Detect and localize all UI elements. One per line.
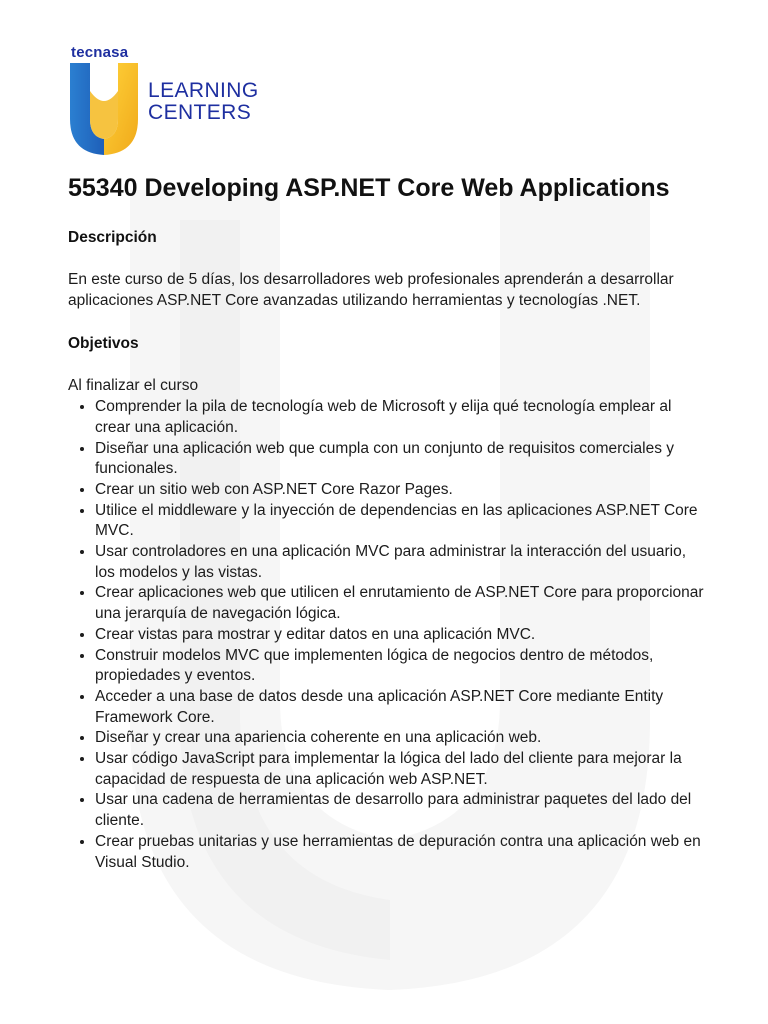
tecnasa-logo — [68, 44, 268, 159]
logo-brand-text: tecnasa — [71, 44, 129, 61]
list-item: • Utilice el middleware y la inyección de dependencias en las aplicaciones ASP.NET Core MVC. — [95, 501, 708, 542]
list-item: • Crear vistas para mostrar y editar datos en una aplicación MVC. — [95, 625, 708, 646]
objectives-list — [68, 397, 708, 873]
logo-line-2: CENTERS — [148, 101, 252, 124]
description-heading: Descripción — [68, 229, 157, 246]
logo-line-1: LEARNING — [148, 79, 259, 102]
objectives-heading: Objetivos — [68, 335, 139, 353]
objectives-intro: Al finalizar el curso — [68, 377, 199, 395]
document-body — [68, 172, 708, 873]
list-item: • Diseñar una aplicación web que cumpla con un conjunto de requisitos comerciales y funcionales. — [95, 439, 708, 480]
course-title: 55340 Developing ASP.NET Core Web Applications — [68, 174, 670, 202]
list-item: • Crear un sitio web con ASP.NET Core Razor Pages. — [95, 480, 708, 501]
list-item: • Crear pruebas unitarias y use herramientas de depuración contra una aplicación web en Visual Studio. — [95, 832, 708, 873]
list-item: • Comprender la pila de tecnología web de Microsoft y elija qué tecnología emplear al crear una aplicación. — [95, 397, 708, 438]
list-item: • Construir modelos MVC que implementen lógica de negocios dentro de métodos, propiedades y eventos. — [95, 646, 708, 687]
description-text: En este curso de 5 días, los desarrolladores web profesionales aprenderán a desarrollar aplicaciones ASP.NET Core avanzadas utilizando herramientas y tecnologías .NET. — [68, 271, 674, 309]
list-item: • Crear aplicaciones web que utilicen el enrutamiento de ASP.NET Core para proporcionar una jerarquía de navegación lógica. — [95, 583, 708, 624]
list-item: • Usar código JavaScript para implementar la lógica del lado del cliente para mejorar la capacidad de respuesta de una aplicación web ASP.NET. — [95, 749, 708, 790]
list-item: • Usar una cadena de herramientas de desarrollo para administrar paquetes del lado del cliente. — [95, 790, 708, 831]
logo-wordmark — [148, 80, 259, 124]
list-item: • Diseñar y crear una apariencia coherente en una aplicación web. — [95, 728, 708, 749]
list-item: • Acceder a una base de datos desde una aplicación ASP.NET Core mediante Entity Framework Core. — [95, 687, 708, 728]
list-item: • Usar controladores en una aplicación MVC para administrar la interacción del usuario, los modelos y las vistas. — [95, 542, 708, 583]
u-logo-mark — [68, 61, 140, 156]
